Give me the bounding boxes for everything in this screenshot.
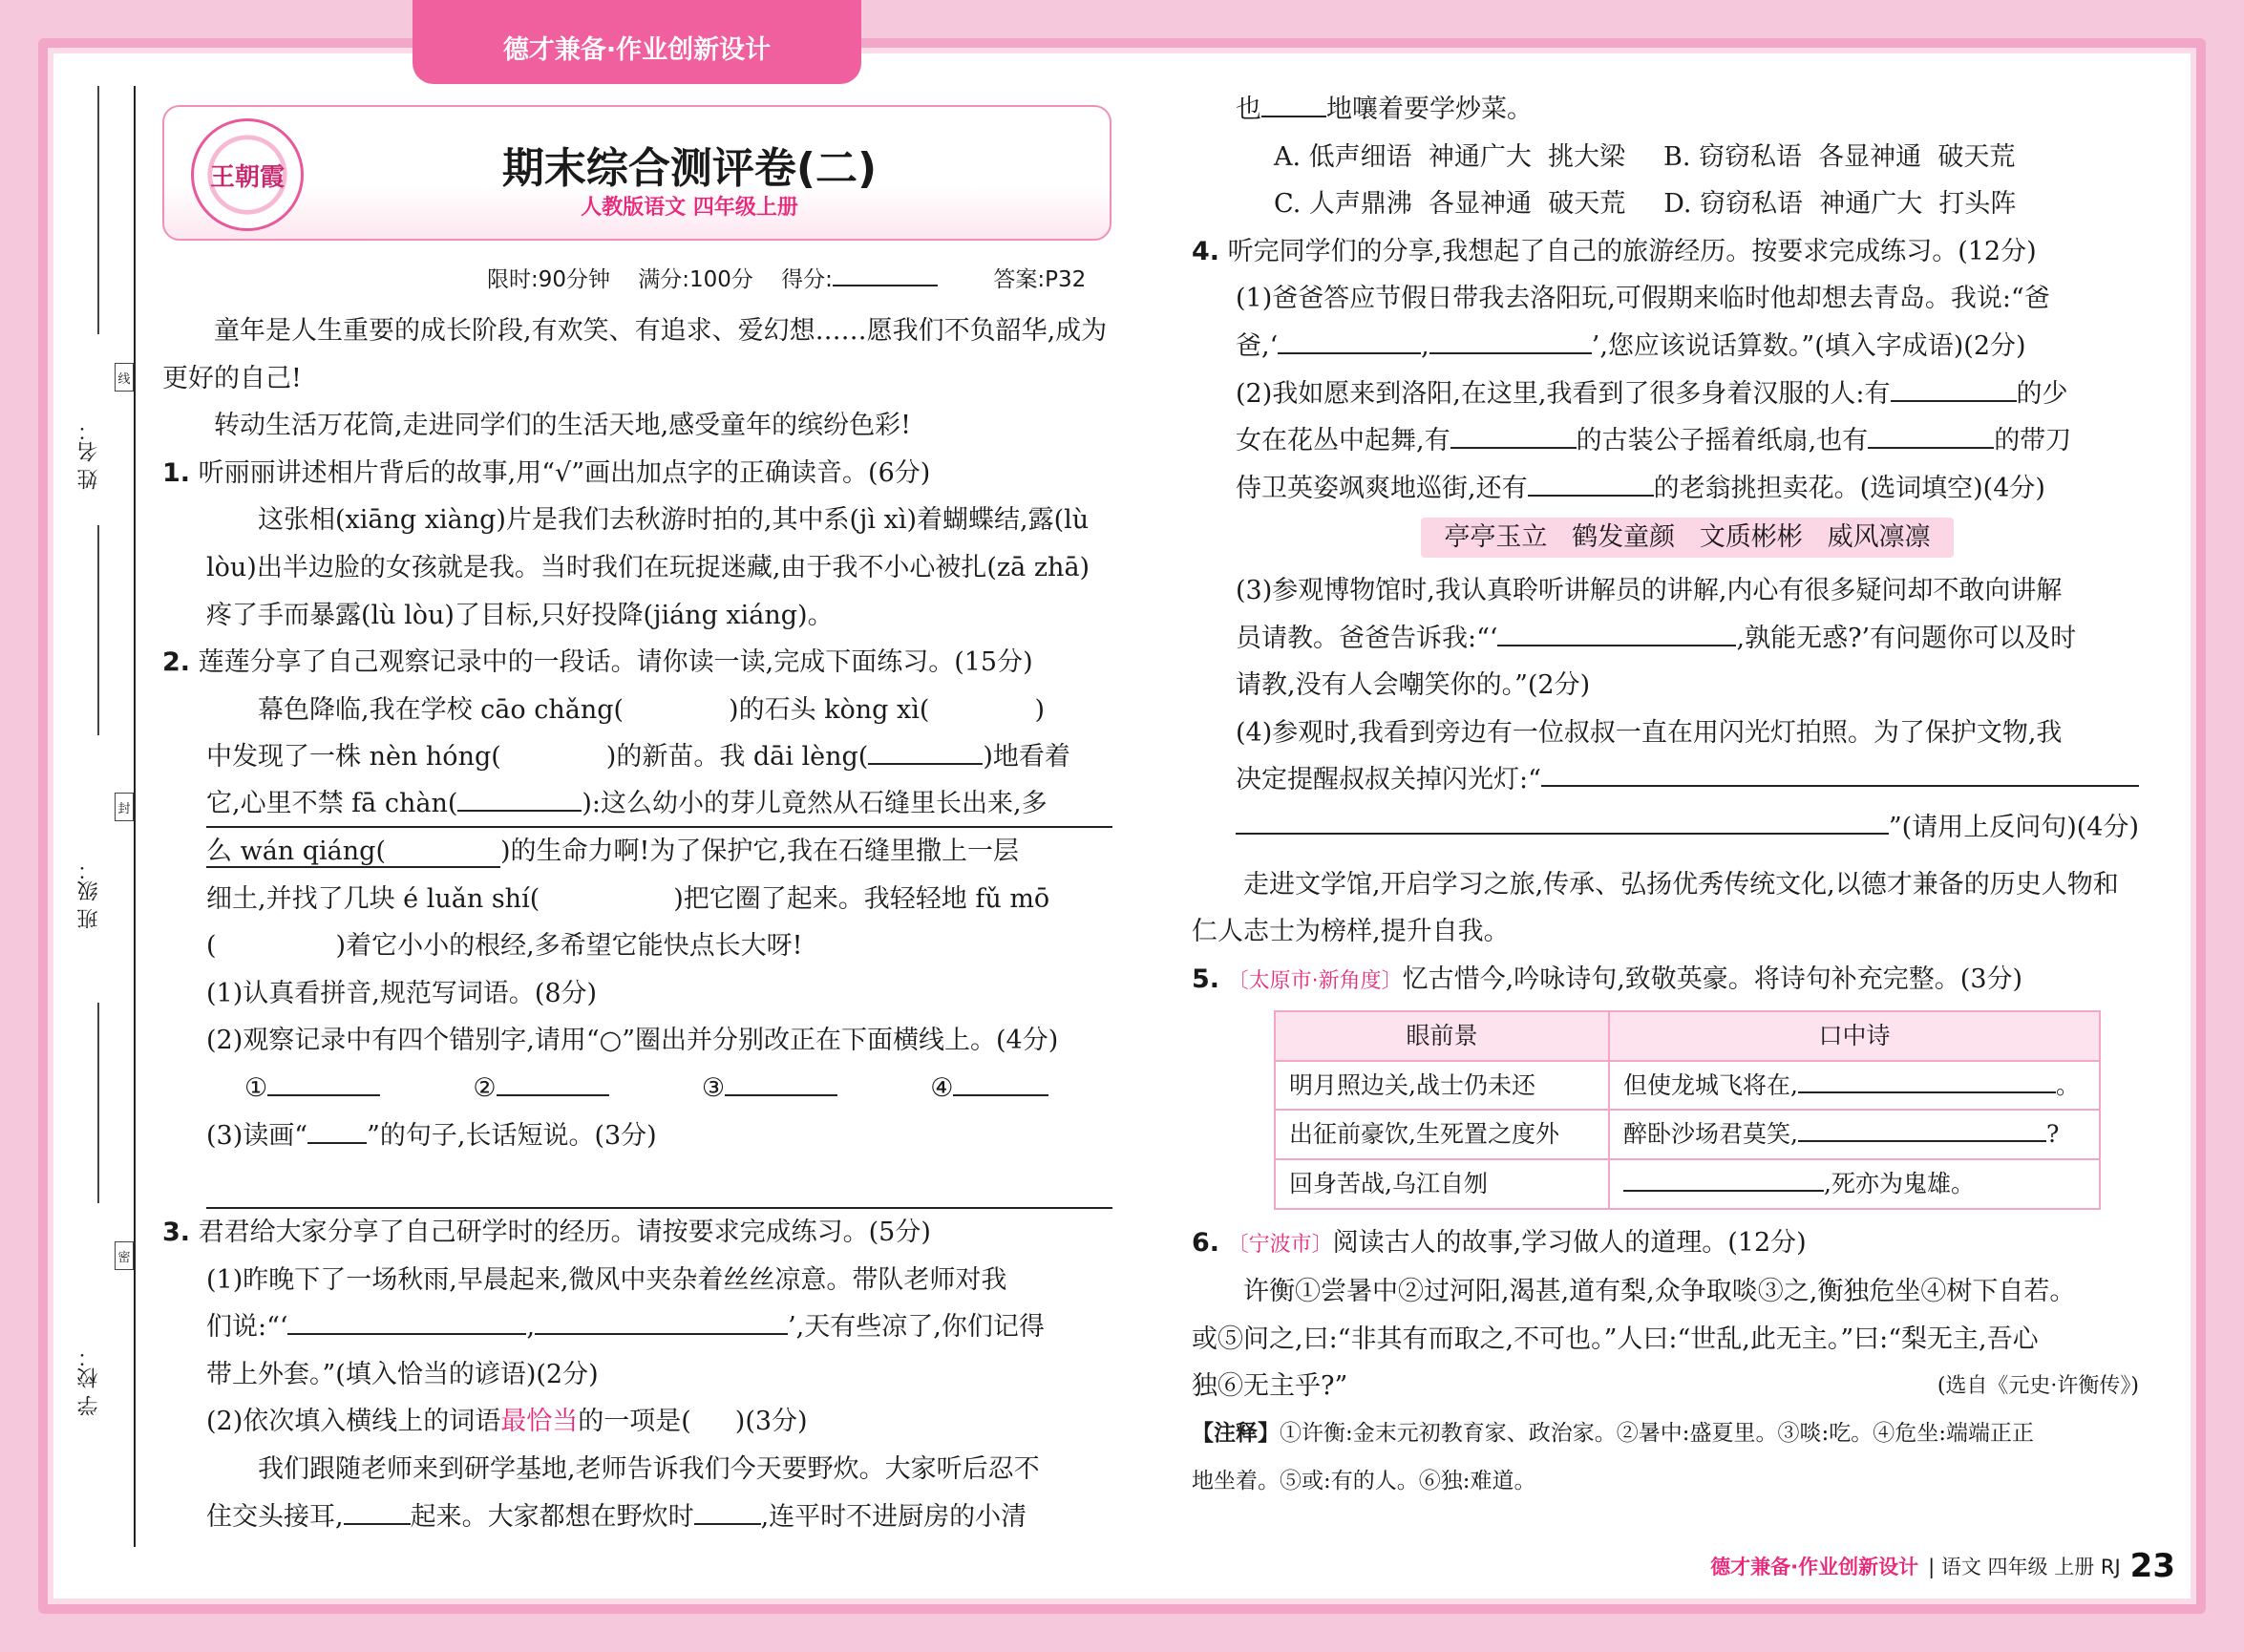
sub-question: 爸,‘ [1236,330,1279,361]
sub-question: 的老翁挑担卖花。(选词填空)(4分) [1653,473,2045,503]
answer-blank[interactable] [1541,756,2139,787]
sub-question: 员请教。爸爸告诉我:“‘ [1236,623,1498,653]
sub-question: 的少 [2016,378,2068,409]
sub-question: 们说:“‘ [206,1312,288,1343]
binding-line [97,525,99,735]
question-6 [1192,1219,2139,1269]
logo-text: 王朝霞 [209,162,285,192]
table-cell [1609,1159,2100,1209]
passage-source: (选自《元史·许衡传》) [1937,1374,2139,1399]
sub-question: (1)认真看拼音,规范写词语。(8分) [206,978,598,1008]
exam-header [162,105,1111,241]
page-number: 23 [2129,1547,2175,1585]
sub-question: ’,天有些凉了,你们记得 [788,1312,1045,1343]
sub-question: ’,您应该说话算数。”(填入字成语)(2分) [1591,330,2026,361]
question-number: 5. [1192,964,1220,994]
line-mark: 线 [115,363,134,392]
question-3-continued [1192,86,2139,228]
passage-text: 或⑤问之,曰:“非其有而取之,不可也。”人曰:“世乱,此无主。”曰:“梨无主,吾心 [1192,1324,2039,1354]
answer-ref: 答案:P32 [993,267,1087,292]
passage-text: 我们跟随老师来到研学基地,老师告诉我们今天要野炊。大家听后忍不 [258,1454,1040,1485]
note-text: ①许衡:金末元初教育家、政治家。②暑中:盛夏里。③啖:吃。④危坐:端端正正 [1280,1421,2034,1447]
binding-strip [74,86,136,1547]
footer-info: | 语文 四年级 上册 RJ [1928,1556,2121,1578]
sub-question: 女在花丛中起舞,有 [1236,426,1450,456]
passage-text: ) [1034,694,1045,725]
top-tab-label: 德才兼备·作业创新设计 [502,34,772,65]
sub-question: (1)昨晚下了一场秋雨,早晨起来,微风中夹杂着丝丝凉意。带队老师对我 [206,1264,1007,1295]
sub-question: 侍卫英姿飒爽地巡街,还有 [1236,473,1528,503]
name-label: 姓 名： [77,420,101,490]
sub-question: (2)我如愿来到洛阳,在这里,我看到了很多身着汉服的人:有 [1236,378,1891,409]
question-text: 君君给大家分享了自己研学时的经历。请按要求完成练习。(5分) [198,1218,931,1248]
passage-text: 也 [1236,95,1261,124]
cell-text: 但使龙城飞将在, [1623,1070,1798,1099]
answer-blank[interactable] [1278,324,1421,354]
seal-mark: 封 [115,793,134,821]
binding-line [97,86,99,334]
question-number: 2. [162,647,191,678]
answer-blank[interactable] [1868,418,1994,449]
answer-blank[interactable] [267,1066,380,1096]
sub-question: (2)观察记录中有四个错别字,请用“○”圈出并分别改正在下面横线上。(4分) [206,1026,1059,1056]
answer-blank[interactable] [725,1066,837,1096]
table-header-row [1275,1011,2100,1061]
sub-question: (3)参观博物馆时,我认真聆听讲解员的讲解,内心有很多疑问却不敢向讲解 [1236,575,2063,605]
question-3 [162,1209,1112,1257]
answer-blank[interactable] [694,1494,761,1525]
answer-blank[interactable] [1798,1117,2046,1142]
answer-blank[interactable] [868,734,983,765]
cell-text: ,死亦为鬼雄。 [1824,1170,1975,1198]
passage-text: ,连平时不进厨房的小清 [760,1501,1027,1532]
sub-question: ,孰能无惑?’有问题你可以及时 [1736,623,2077,653]
exam-subtitle: 人教版语文 四年级上册 [581,196,798,220]
option-c[interactable]: C. 人声鼎沸 各显神通 破天荒 [1274,189,1626,220]
question-text: 忆古惜今,吟咏诗句,致敬英豪。将诗句补充完整。(3分) [1402,964,2023,994]
answer-line[interactable] [206,1159,1112,1209]
question-number: 4. [1192,236,1220,266]
intro-paragraph: 转动生活万花筒,走进同学们的生活天地,感受童年的缤纷色彩! [214,411,912,441]
question-3-body [162,1257,1112,1541]
passage-text: 地嚷着要学炒菜。 [1326,95,1533,124]
answer-blank[interactable] [287,1304,526,1335]
table-row [1275,1159,2100,1209]
table-cell [1609,1061,2100,1111]
sub-question: , [1421,330,1429,361]
class-label: 班 级： [77,859,101,929]
sub-question: ”(请用上反问句)(4分) [1888,812,2139,842]
page-footer [1710,1547,2175,1585]
passage-text: 住交头接耳, [206,1501,344,1532]
answer-blank[interactable] [344,1494,411,1525]
emphasis-text: 最恰当 [500,1407,579,1437]
sub-question: ”的句子,长话短说。(3分) [367,1120,657,1151]
passage-text: 它,心里不禁 fā chàn( [206,788,458,818]
option-b[interactable]: B. 窃窃私语 各显神通 破天荒 [1663,141,2016,172]
passage-text: 许衡①尝暑中②过河阳,渴甚,道有梨,众争取啖③之,衡独危坐④树下自若。 [1243,1277,2076,1307]
question-4-body [1192,275,2139,851]
table-row [1275,1110,2100,1159]
binding-line [97,1003,99,1203]
table-cell: 出征前豪饮,生死置之度外 [1275,1110,1609,1159]
answer-blank[interactable] [1623,1167,1824,1192]
answer-blank[interactable] [457,781,582,812]
school-label: 学 校： [77,1346,101,1416]
question-2-passage [162,687,1112,1209]
passage-text: 起来。大家都想在野炊时 [410,1501,694,1532]
answer-blank[interactable] [1261,87,1326,117]
answer-blank[interactable] [497,1066,609,1096]
poem-table-wrap [1192,1010,2139,1209]
table-row [1275,1061,2100,1111]
logo [191,118,304,231]
secret-mark: 密 [115,1241,134,1270]
score-blank[interactable] [833,256,938,286]
sub-question: )(3分) [734,1407,808,1437]
right-column [1192,86,2139,1505]
sub-question: (4)参观时,我看到旁边有一位叔叔一直在用闪光灯拍照。为了保护文物,我 [1236,717,2063,748]
option-d[interactable]: D. 窃窃私语 神通广大 打头阵 [1663,189,2017,220]
classical-passage [1192,1268,2139,1505]
exam-title: 期末综合测评卷(二) [501,144,878,193]
passage-text: )着它小小的根经,多希望它能快点长大呀! [335,931,803,962]
top-tab [413,0,861,84]
question-passage: 这张相(xiāng xiàng)片是我们去秋游时拍的,其中系(jì xì)着蝴蝶结,露(lù lòu)出半边脸的女孩就是我。当时我们在玩捉迷藏,由于我不小心被扎(zā zhā)疼了手而暴露(lù lòu)了目标,只好投降(jiáng xiáng)。 [206,505,1090,630]
passage-text: ):这么幼小的芽儿竟然从石缝里长出来,多 [582,788,1048,818]
passage-text: )的新苗。我 dāi lèng( [605,742,869,773]
time-limit: 限时:90分钟 [487,267,611,292]
question-number: 6. [1192,1227,1220,1258]
answer-blank[interactable] [1497,616,1736,646]
full-score: 满分:100分 [638,267,753,292]
question-text: 莲莲分享了自己观察记录中的一段话。请你读一读,完成下面练习。(15分) [198,647,1033,678]
answer-blank[interactable] [1450,418,1577,449]
table-cell: 回身苦战,乌江自刎 [1275,1159,1609,1209]
question-text: 听丽丽讲述相片背后的故事,用“√”画出加点字的正确读音。(6分) [198,457,931,488]
passage-text: 中发现了一株 nèn hóng( [206,742,501,773]
cell-text: 。 [2055,1070,2080,1099]
answer-blank[interactable] [1891,371,2017,402]
question-4 [1192,228,2139,276]
question-text: 听完同学们的分享,我想起了自己的旅游经历。按要求完成练习。(12分) [1227,236,2037,266]
question-2 [162,639,1112,687]
source-tag: 〔太原市·新角度〕 [1227,968,1403,993]
question-number: 1. [162,457,191,488]
answer-blank[interactable] [1429,324,1592,354]
answer-blank[interactable] [535,1304,788,1335]
sub-question: (2)依次填入横线上的词语 [206,1407,501,1437]
sub-question: 决定提醒叔叔关掉闪光灯:“ [1236,765,1541,795]
question-1 [162,450,1112,498]
note-label: 【注释】 [1192,1421,1280,1447]
blank-index: ① [244,1072,268,1103]
cell-text: ? [2045,1120,2060,1149]
underlined-sentence [206,837,500,868]
passage-text: 幕色降临,我在学校 cāo chǎng( [258,694,625,725]
answer-blank[interactable] [1236,804,1889,835]
answer-blank[interactable] [1528,466,1654,497]
sub-question: 的带刀 [1994,426,2072,456]
sub-question: 带上外套。”(填入恰当的谚语)(2分) [206,1359,599,1389]
score-label: 得分: [781,267,833,292]
passage-text: )把它圈了起来。我轻轻地 fǔ mō [673,883,1050,914]
passage-text: )的生命力啊!为了保护它,我在石缝里撒上一层 [500,836,1019,866]
intro-paragraph: 走进文学馆,开启学习之旅,传承、弘扬优秀传统文化,以德才兼备的历史人物和仁人志士为榜样,提升自我。 [1192,869,2119,947]
passage-text: )的石头 kòng xì( [729,694,930,725]
answer-blank[interactable] [953,1066,1048,1096]
sub-question: 请教,没有人会嘲笑你的。”(2分) [1236,670,1591,701]
left-column [162,307,1112,1540]
sub-question: (3)读画“ [206,1120,308,1151]
passage-text: 么 wán qiáng( [206,836,386,866]
poem-table [1274,1010,2101,1209]
exam-meta [487,256,1086,293]
question-number: 3. [162,1218,191,1248]
blank-index: ③ [701,1072,726,1103]
table-header: 口中诗 [1609,1011,2100,1061]
table-cell: 明月照边关,战士仍未还 [1275,1061,1609,1111]
blank-index: ④ [930,1072,954,1103]
table-cell [1609,1110,2100,1159]
sub-question: 的古装公子摇着纸扇,也有 [1576,426,1869,456]
word-bank: 亭亭玉立 鹤发童颜 文质彬彬 威风凛凛 [1421,518,1953,558]
blank-index: ② [473,1072,497,1103]
intro-paragraph: 童年是人生重要的成长阶段,有欢笑、有追求、爱幻想……愿我们不负韶华,成为更好的自己! [162,316,1108,393]
option-a[interactable]: A. 低声细语 神通广大 挑大梁 [1274,141,1625,172]
question-5 [1192,956,2139,1006]
passage-text: 细土,并找了几块 é luǎn shí( [206,883,540,914]
passage-text: ( [206,931,217,962]
underline-sample [307,1117,367,1144]
sub-question: (1)爸爸答应节假日带我去洛阳玩,可假期来临时他却想去青岛。我说:“爸 [1236,284,2050,314]
sub-question: 的一项是( [578,1407,691,1437]
table-header: 眼前景 [1275,1011,1609,1061]
question-text: 阅读古人的故事,学习做人的道理。(12分) [1332,1227,1807,1258]
answer-blank[interactable] [1798,1069,2056,1093]
passage-text: 独⑥无主乎?” [1192,1371,1348,1402]
cell-text: 醉卧沙场君莫笑, [1623,1120,1798,1149]
footer-brand: 德才兼备·作业创新设计 [1710,1556,1919,1578]
source-tag: 〔宁波市〕 [1227,1232,1333,1257]
sub-question: , [526,1312,536,1343]
passage-text: )地看着 [983,742,1070,773]
note-text: 地坐着。⑤或:有的人。⑥独:难道。 [1192,1468,1536,1493]
